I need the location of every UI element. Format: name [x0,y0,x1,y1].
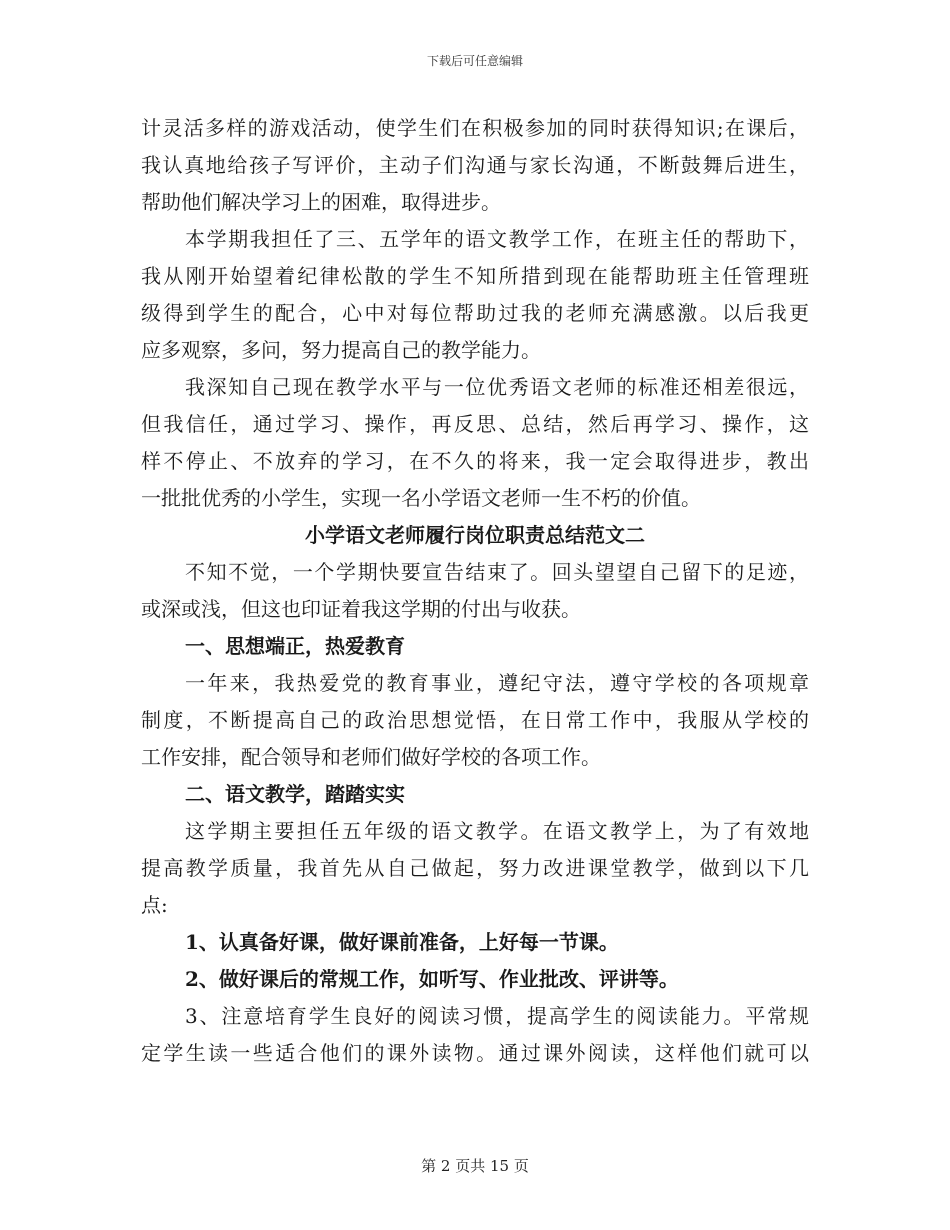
body-line: 制度，不断提高自己的政治思想觉悟，在日常工作中，我服从学校的 [141,708,809,732]
body-line: 应多观察，多问，努力提高自己的教学能力。 [141,338,541,362]
body-line: 本学期我担任了三、五学年的语文教学工作，在班主任的帮助下， [185,227,809,251]
body-line: 提高教学质量，我首先从自己做起，努力改进课堂教学，做到以下几 [141,856,809,880]
body-line: 我深知自己现在教学水平与一位优秀语文老师的标准还相差很远， [185,375,809,399]
body-line: 这学期主要担任五年级的语文教学。在语文教学上，为了有效地 [185,819,809,843]
body-line: 一批批优秀的小学生，实现一名小学语文老师一生不朽的价值。 [141,486,701,510]
numbered-heading: 1、认真备好课，做好课前准备，上好每一节课。 [185,930,619,954]
body-line: 点: [141,893,168,917]
body-line: 计灵活多样的游戏活动，使学生们在积极参加的同时获得知识;在课后， [141,116,809,140]
page-header: 下载后可任意编辑 [426,54,523,68]
body-line: 不知不觉，一个学期快要宣告结束了。回头望望自己留下的足迹， [185,560,809,584]
body-line: 但我信任，通过学习、操作，再反思、总结，然后再学习、操作，这 [141,412,809,436]
body-line: 工作安排，配合领导和老师们做好学校的各项工作。 [141,745,601,769]
body-line: 或深或浅，但这也印证着我这学期的付出与收获。 [141,597,581,621]
section-heading: 二、语文教学，踏踏实实 [185,782,405,806]
section-title: 小学语文老师履行岗位职责总结范文二 [305,523,645,547]
body-line: 级得到学生的配合，心中对每位帮助过我的老师充满感激。以后我更 [141,301,809,325]
numbered-heading: 2、做好课后的常规工作，如听写、作业批改、评讲等。 [185,967,679,991]
body-line: 定学生读一些适合他们的课外读物。通过课外阅读，这样他们就可以 [141,1041,809,1065]
section-heading: 一、思想端正，热爱教育 [185,634,405,658]
body-line: 样不停止、不放弃的学习，在不久的将来，我一定会取得进步，教出 [141,449,809,473]
document-body [141,110,809,1072]
body-line: 3、注意培育学生良好的阅读习惯，提高学生的阅读能力。平常规 [185,1004,809,1028]
body-line: 我从刚开始望着纪律松散的学生不知所措到现在能帮助班主任管理班 [141,264,809,288]
body-line: 帮助他们解决学习上的困难，取得进步。 [141,190,501,214]
body-line: 我认真地给孩子写评价，主动子们沟通与家长沟通，不断鼓舞后进生， [141,153,809,177]
page-footer: 第 2 页共 15 页 [421,1157,529,1175]
body-line: 一年来，我热爱党的教育事业，遵纪守法，遵守学校的各项规章 [185,671,809,695]
